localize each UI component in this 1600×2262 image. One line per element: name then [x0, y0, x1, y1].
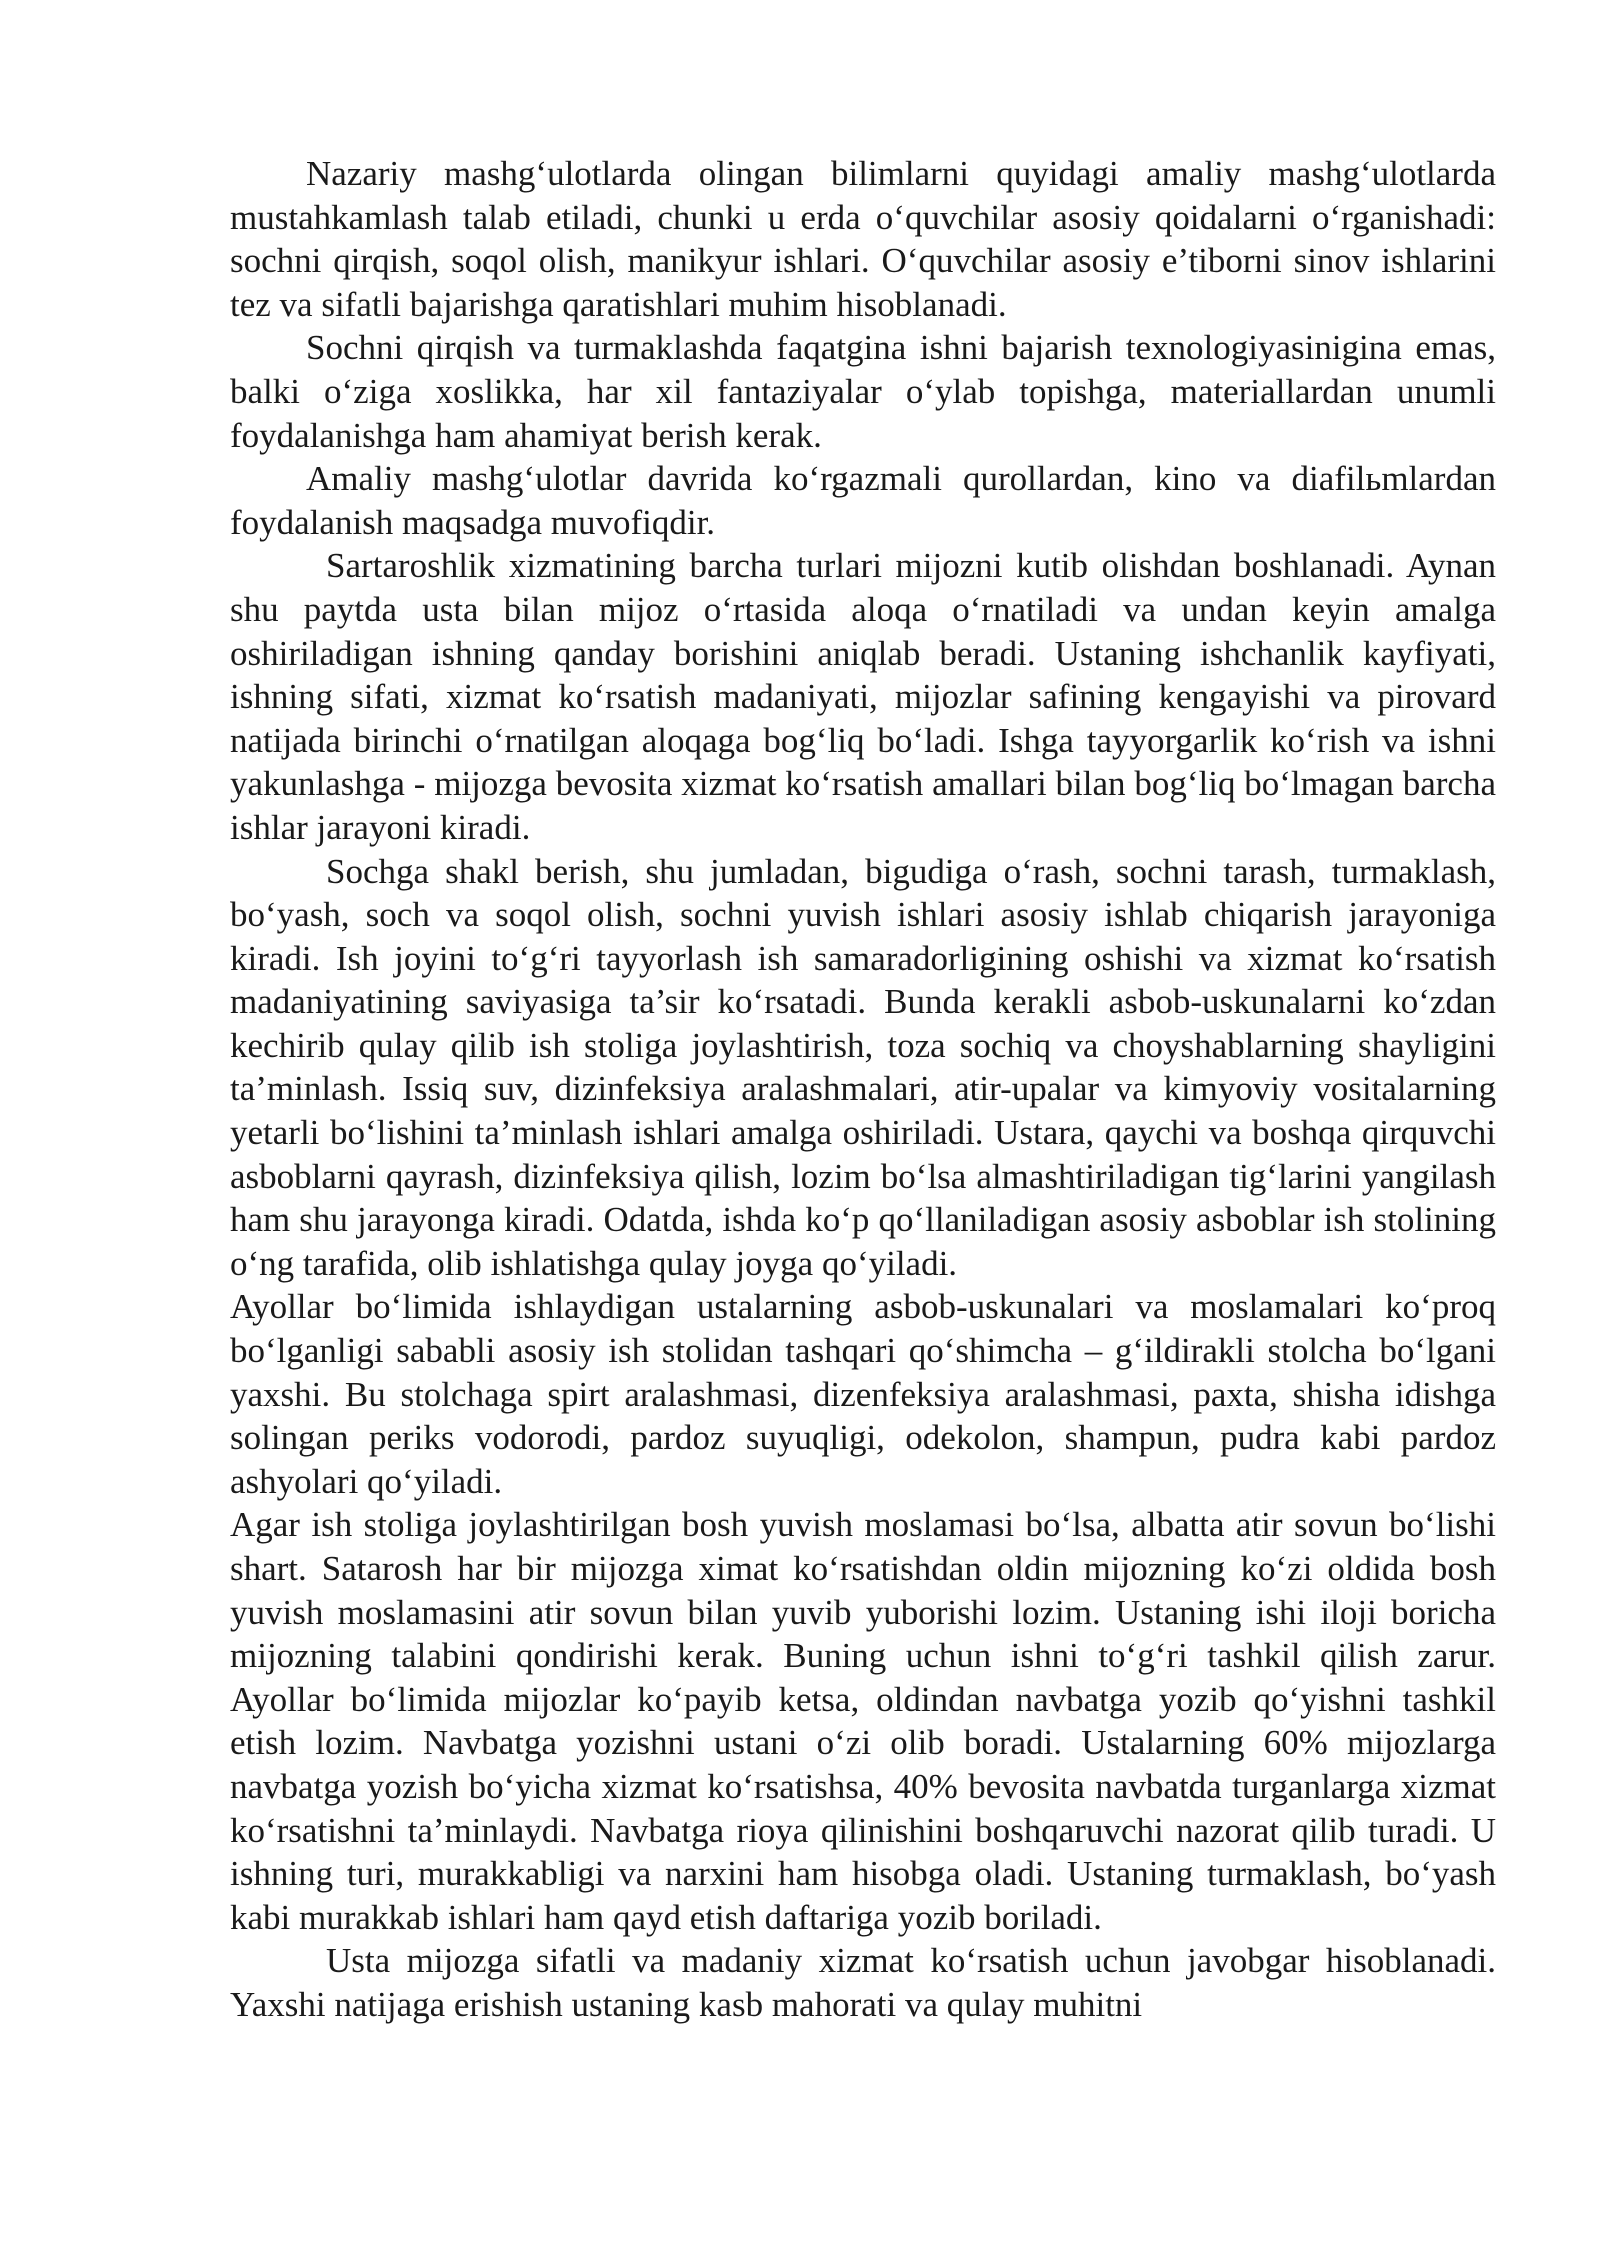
paragraph-theory-practice: Nazariy mashg‘ulotlarda olingan bilimlarni quyidagi amaliy mashg‘ulotlarda mustahkamlash talab etiladi, chunki u erda o‘quvchilar asosiy qoidalarni o‘rganishadi: sochni qirqish, soqol olish, manikyur ishlari. O‘quvchilar asosiy e’tiborni sinov ishlarini tez va sifatli bajarishga qaratishlari muhim hisoblanadi.	[230, 154, 1496, 324]
paragraph-practical-lessons: Amaliy mashg‘ulotlar davrida ko‘rgazmali qurollardan, kino va diafilьmlardan foydalanish maqsadga muvofiqdir.	[230, 459, 1496, 542]
document-page	[230, 152, 1496, 2027]
paragraph-client-reception: Sartaroshlik xizmatining barcha turlari mijozni kutib olishdan boshlanadi. Aynan shu paytda usta bilan mijoz o‘rtasida aloqa o‘rnatiladi va undan keyin amalga oshiriladigan ishning qanday borishini aniqlab beradi. Ustaning ishchanlik kayfiyati, ishning sifati, xizmat ko‘rsatish madaniyati, mijozlar safining kengayishi va pirovard natijada birinchi o‘rnatilgan aloqaga bog‘liq bo‘ladi. Ishga tayyorgarlik ko‘rish va ishni yakunlashga - mijozga bevosita xizmat ko‘rsatish amallari bilan bog‘liq bo‘lmagan barcha ishlar jarayoni kiradi.	[230, 546, 1496, 847]
paragraph-workstation-queue: Agar ish stoliga joylashtirilgan bosh yuvish moslamasi bo‘lsa, albatta atir sovun bo‘lishi shart. Satarosh har bir mijozga ximat ko‘rsatishdan oldin mijozning ko‘zi oldida bosh yuvish moslamasini atir sovun bilan yuvib yuborishi lozim. Ustaning ishi iloji boricha mijozning talabini qondirishi kerak. Buning uchun ishni to‘g‘ri tashkil qilish zarur. Ayollar bo‘limida mijozlar ko‘payib ketsa, oldindan navbatga yozib qo‘yishni tashkil etish lozim. Navbatga yozishni ustani o‘zi olib boradi. Ustalarning 60% mijozlarga navbatga yozish bo‘yicha xizmat ko‘rsatishsa, 40% bevosita navbatda turganlarga xizmat ko‘rsatishni ta’minlaydi. Navbatga rioya qilinishini boshqaruvchi nazorat qilib turadi. U ishning turi, murakkabligi va narxini ham hisobga oladi. Ustaning turmaklash, bo‘yash kabi murakkab ishlari ham qayd etish daftariga yozib boriladi.	[230, 1505, 1496, 1937]
paragraph-production-process: Sochga shakl berish, shu jumladan, bigudiga o‘rash, sochni tarash, turmaklash, bo‘yash, soch va soqol olish, sochni yuvish ishlari asosiy ishlab chiqarish jarayoniga kiradi. Ish joyini to‘g‘ri tayyorlash ish samaradorligining oshishi va xizmat ko‘rsatish madaniyatining saviyasiga ta’sir ko‘rsatadi. Bunda kerakli asbob-uskunalarni ko‘zdan kechirib qulay qilib ish stoliga joylashtirish, toza sochiq va choyshablarning shayligini ta’minlash. Issiq suv, dizinfeksiya aralashmalari, atir-upalar va kimyoviy vositalarning yetarli bo‘lishini ta’minlash ishlari amalga oshiriladi. Ustara, qaychi va boshqa qirquvchi asboblarni qayrash, dizinfeksiya qilish, lozim bo‘lsa almashtiriladigan tig‘larini yangilash ham shu jarayonga kiradi. Odatda, ishda ko‘p qo‘llaniladigan asosiy asboblar ish stolining o‘ng tarafida, olib ishlatishga qulay joyga qo‘yiladi.	[230, 851, 1496, 1283]
paragraph-haircut-styling: Sochni qirqish va turmaklashda faqatgina ishni bajarish texnologiyasinigina emas, balki o‘ziga xoslikka, har xil fantaziyalar o‘ylab topishga, materiallardan unumli foydalanishga ham ahamiyat berish kerak.	[230, 328, 1496, 455]
paragraph-womens-department: Ayollar bo‘limida ishlaydigan ustalarning asbob-uskunalari va moslamalari ko‘proq bo‘lganligi sababli asosiy ish stolidan tashqari qo‘shimcha – g‘ildirakli stolcha bo‘lgani yaxshi. Bu stolchaga spirt aralashmasi, dizenfeksiya aralashmasi, paxta, shisha idishga solingan periks vodorodi, pardoz suyuqligi, odekolon, shampun, pudra kabi pardoz ashyolari qo‘yiladi.	[230, 1287, 1496, 1501]
paragraph-master-responsibility: Usta mijozga sifatli va madaniy xizmat ko‘rsatish uchun javobgar hisoblanadi. Yaxshi natijaga erishish ustaning kasb mahorati va qulay muhitni	[230, 1941, 1496, 2024]
